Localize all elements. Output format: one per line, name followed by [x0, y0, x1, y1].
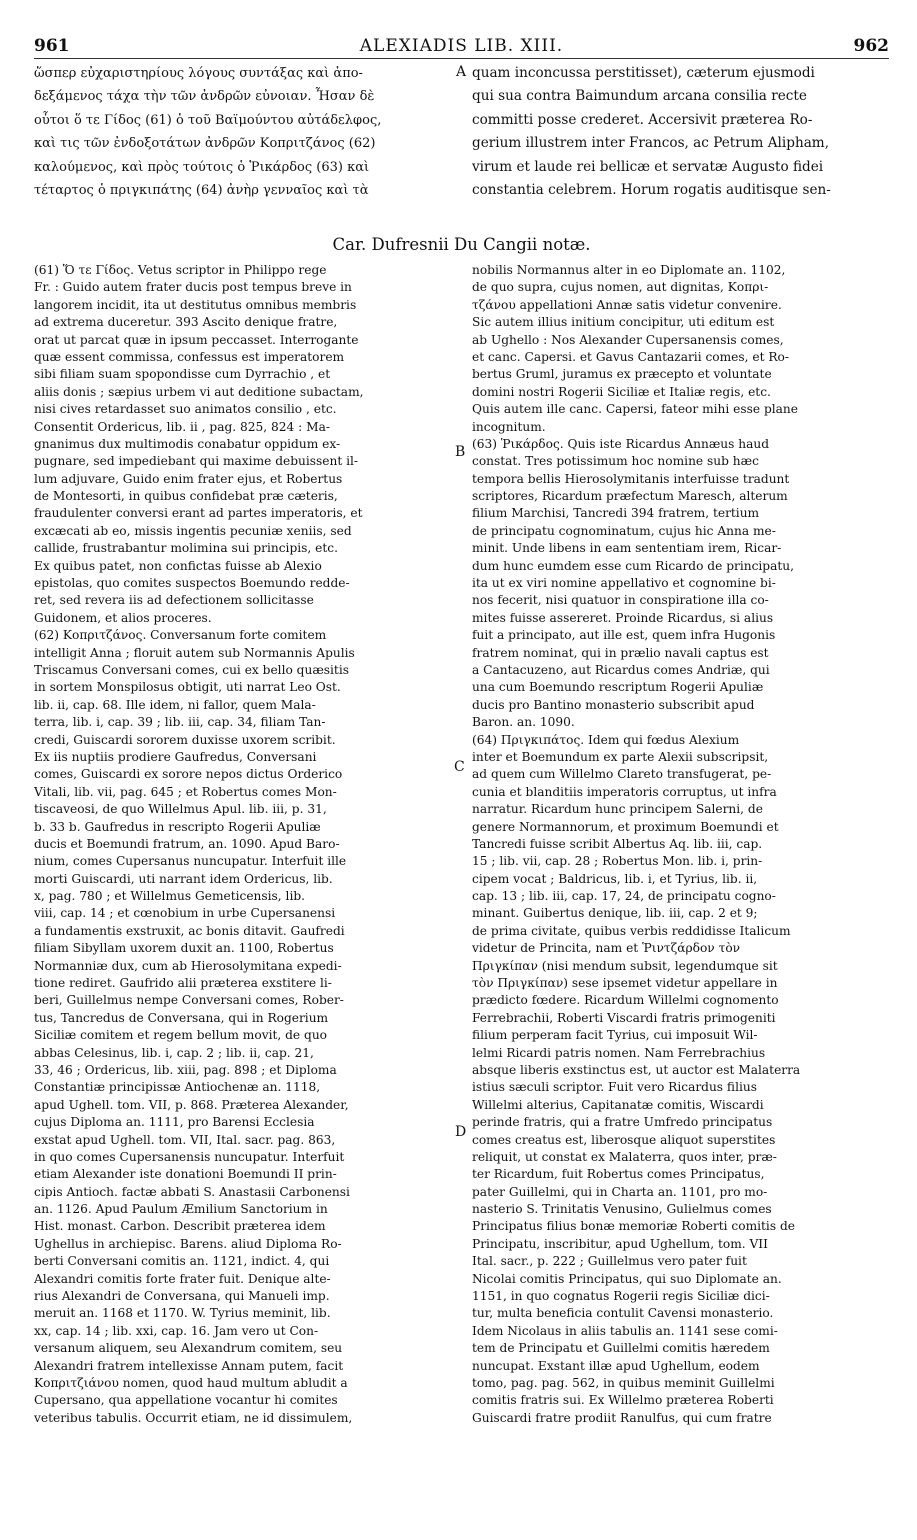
main-text	[34, 62, 884, 230]
note-line: Fr. : Guido autem frater ducis post tempus breve in	[34, 280, 352, 295]
note-line: nium, comes Cupersanus nuncupatur. Interfuit ille	[34, 854, 347, 869]
note-line: cap. 13 ; lib. iii, cap. 17, 24, de principatu cogno-	[472, 889, 776, 904]
note-line: reliquit, ut constat ex Malaterra, quos inter, præ-	[472, 1149, 777, 1164]
note-line: dum hunc eumdem esse cum Ricardo de principatu,	[472, 558, 794, 573]
latin-text-line: constantia celebrem. Horum rogatis auditisque sen-	[472, 181, 831, 198]
note-line: 15 ; lib. vii, cap. 28 ; Robertus Mon. lib. i, prin-	[472, 854, 763, 869]
note-line: Tancredi fuisse scribit Albertus Aq. lib. iii, cap.	[472, 836, 763, 851]
note-line: nos fecerit, nisi quatuor in conspiratione illa co-	[472, 593, 769, 608]
greek-text-line: δεξάμενος τάχα τὴν τῶν ἀνδρῶν εὐνοιαν. Ἦσαν δὲ	[34, 89, 375, 105]
note-line: (62) Κοπριτζάνος. Conversanum forte comitem	[34, 628, 327, 643]
note-line: versanum aliquem, seu Alexandrum comitem, seu	[34, 1341, 343, 1356]
note-line: (61) Ὅ τε Γίδος. Vetus scriptor in Philippo rege	[34, 263, 327, 277]
note-line: etiam Alexander iste donationi Boemundi II prin-	[34, 1167, 337, 1182]
note-line: comes creatus est, liberosque aliquot superstites	[472, 1132, 776, 1147]
note-line: pugnare, sed impediebant qui maxime debuissent il-	[34, 454, 359, 469]
note-line: Ferrebrachii, Roberti Viscardi fratris primogeniti	[472, 1010, 776, 1025]
note-line: comes, Guiscardi ex sorore nepos dictus Orderico	[34, 767, 343, 782]
note-line: Πριγκίπαν (nisi mendum subsit, legendumque sit	[472, 958, 778, 973]
note-line: tiscaveosi, de quo Willelmus Apul. lib. iii, p. 31,	[34, 802, 327, 817]
note-line: Cupersano, qua appellatione vocantur hi comites	[34, 1393, 338, 1408]
note-line: cunia et blanditiis imperatoris corruptus, ut infra	[472, 784, 777, 799]
note-line: ter Ricardum, fuit Robertus comes Principatus,	[472, 1167, 765, 1182]
note-line: in quo comes Cupersanensis nuncupatur. Interfuit	[34, 1149, 345, 1164]
note-line: filium perperam facit Tyrius, cui imposuit Wil-	[472, 1028, 758, 1043]
note-line: veteribus tabulis. Occurrit etiam, ne id dissimulem,	[34, 1410, 353, 1425]
note-line: Normanniæ dux, cum ab Hierosolymitana expedi-	[34, 958, 342, 973]
note-line: prædicto fœdere. Ricardum Willelmi cognomento	[472, 993, 779, 1008]
note-line: Principatus filius bonæ memoriæ Roberti comitis de	[472, 1219, 795, 1234]
note-line: cujus Diploma an. 1111, pro Barensi Ecclesia	[34, 1115, 315, 1130]
note-line: de Montesorti, in quibus confidebat præ cæteris,	[34, 489, 338, 504]
note-line: ad extrema duceretur. 393 Ascito denique fratre,	[34, 315, 338, 330]
note-line: viii, cap. 14 ; et cœnobium in urbe Cupersanensi	[34, 906, 336, 921]
note-line: ducis et Boemundi fratrum, an. 1090. Apud Baro-	[34, 836, 340, 851]
note-line: Alexandri comitis forte frater fuit. Denique alte-	[34, 1271, 331, 1286]
note-line: (63) Ῥικάρδος. Quis iste Ricardus Annæus haud	[472, 436, 770, 451]
notes-section	[34, 262, 884, 1530]
note-line: intelligit Anna ; floruit autem sub Normannis Apulis	[34, 645, 355, 660]
note-line: Nicolai comitis Principatus, qui suo Diplomate an.	[472, 1271, 782, 1286]
note-line: scriptores, Ricardum præfectum Maresch, alterum	[472, 489, 788, 504]
greek-text-line: καὶ τις τῶν ἐνδοξοτάτων ἀνδρῶν Κοπριτζάνος (62)	[34, 136, 376, 152]
note-line: an. 1126. Apud Paulum Æmilium Sanctorium in	[34, 1202, 328, 1217]
note-line: sibi filiam suam spopondisse cum Dyrrachio , et	[34, 367, 331, 382]
note-line: istius sæculi scriptor. Fuit vero Ricardus filius	[472, 1080, 757, 1095]
margin-marker-a: A	[456, 64, 467, 80]
note-line: tione rediret. Gaufrido alii præterea exstitere li-	[34, 976, 332, 991]
note-line: abbas Celesinus, lib. i, cap. 2 ; lib. ii, cap. 21,	[34, 1045, 314, 1060]
note-line: minit. Unde libens in eam sententiam irem, Ricar-	[472, 541, 782, 556]
note-line: Ughellus in archiepisc. Barens. aliud Diploma Ro-	[34, 1236, 342, 1251]
note-line: tus, Tancredus de Conversana, qui in Rogerium	[34, 1010, 329, 1025]
note-line: ducis pro Bantino monasterio subscribit apud	[472, 697, 755, 712]
note-line: narratur. Ricardum hunc principem Salerni, de	[472, 802, 763, 817]
note-line: tem de Principatu et Guillelmi comitis hæredem	[472, 1341, 770, 1356]
note-line: ad quem cum Willelmo Clareto transfugerat, pe-	[472, 767, 772, 782]
note-line: epistolas, quo comites suspectos Boemundo redde-	[34, 576, 350, 591]
note-line: rius Alexandri de Conversana, qui Manueli imp.	[34, 1289, 330, 1304]
latin-text-line: qui sua contra Baimundum arcana consilia recte	[472, 88, 807, 105]
note-line: (64) Πριγκιπάτος. Idem qui fœdus Alexium	[472, 732, 740, 747]
note-line: cipem vocat ; Baldricus, lib. i, et Tyrius, lib. ii,	[472, 871, 758, 886]
page-number-right: 962	[853, 36, 889, 56]
note-line: Principatu, inscribitur, apud Ughellum, tom. VII	[472, 1236, 768, 1251]
note-line: Idem Nicolaus in aliis tabulis an. 1141 sese comi-	[472, 1323, 778, 1338]
note-line: Vitali, lib. vii, pag. 645 ; et Robertus comes Mon-	[34, 784, 337, 799]
header-rule	[34, 58, 889, 59]
note-line: Triscamus Conversani comes, cui ex bello quæsitis	[34, 662, 349, 677]
note-line: a fundamentis exstruxit, ac bonis ditavit. Gaufredi	[34, 923, 345, 938]
note-line: Siciliæ comitem et regem bellum movit, de quo	[34, 1028, 328, 1043]
latin-text-line: committi posse crederet. Accersivit præterea Ro-	[472, 111, 813, 128]
note-line: 33, 46 ; Ordericus, lib. xiii, pag. 898 ; et Diploma	[34, 1062, 337, 1077]
note-line: quæ essent commissa, confessus est imperatorem	[34, 349, 345, 364]
latin-column	[472, 62, 884, 202]
note-line: excæcati ab eo, missis ingentis pecuniæ xeniis, sed	[34, 523, 352, 538]
note-line: fratrem nominat, qui in prælio navali captus est	[472, 645, 769, 660]
note-line: aliis donis ; sæpius urbem vi aut deditione subactam,	[34, 384, 364, 399]
note-line: incognitum.	[472, 419, 546, 434]
note-line: mites fuisse assereret. Proinde Ricardus, si alius	[472, 610, 774, 625]
margin-marker-d: D	[455, 1124, 467, 1140]
note-line: de prima civitate, quibus verbis reddidisse Italicum	[472, 923, 791, 938]
page-number-left: 961	[34, 36, 70, 56]
note-line: terra, lib. i, cap. 39 ; lib. iii, cap. 34, filiam Tan-	[34, 715, 326, 730]
greek-text-line: ὥσπερ εὐχαριστηρίους λόγους συντάξας καὶ ἀπο-	[34, 66, 363, 81]
note-line: Hist. monast. Carbon. Describit præterea idem	[34, 1219, 326, 1234]
note-line: domini nostri Rogerii Siciliæ et Italiæ regis, etc.	[472, 384, 771, 399]
note-line: Ex iis nuptiis prodiere Gaufredus, Conversani	[34, 749, 317, 764]
note-line: minant. Guibertus denique, lib. iii, cap. 2 et 9;	[472, 906, 758, 921]
note-line: tempora bellis Hierosolymitanis interfuisse tradunt	[472, 471, 790, 486]
note-line: fuit a principato, aut ille est, quem infra Hugonis	[472, 628, 776, 643]
note-line: gnanimus dux multimodis conabatur oppidum ex-	[34, 436, 341, 451]
note-line: Ital. sacr., p. 222 ; Guillelmus vero pater fuit	[472, 1254, 747, 1269]
note-line: x, pag. 780 ; et Willelmus Gemeticensis, lib.	[34, 889, 306, 904]
note-line: nasterio S. Trinitatis Venusino, Gulielmus comes	[472, 1202, 772, 1217]
note-line: orat ut parcat quæ in ipsum peccasset. Interrogante	[34, 332, 359, 347]
note-line: exstat apud Ughell. tom. VII, Ital. sacr. pag. 863,	[34, 1132, 336, 1147]
note-line: a Cantacuzeno, aut Ricardus comes Andriæ, qui	[472, 662, 770, 677]
note-line: Alexandri fratrem intellexisse Annam putem, facit	[34, 1358, 344, 1373]
latin-text-line: gerium illustrem inter Francos, ac Petrum Alipham,	[472, 135, 830, 152]
note-line: Quis autem ille canc. Capersi, fateor mihi esse plane	[472, 402, 798, 417]
note-line: Guiscardi fratre prodiit Ranulfus, qui cum fratre	[472, 1410, 772, 1425]
margin-marker-c: C	[454, 759, 465, 775]
note-line: b. 33 b. Gaufredus in rescripto Rogerii Apuliæ	[34, 819, 321, 834]
latin-text-line: quam inconcussa perstitisset), cæterum ejusmodi	[472, 65, 815, 81]
note-line: lum adjuvare, Guido enim frater ejus, et Robertus	[34, 471, 343, 486]
note-line: bertus Gruml, juramus ex præcepto et voluntate	[472, 367, 772, 382]
note-line: nisi cives retardasset suo animatos consilio , etc.	[34, 402, 337, 417]
note-line: de quo supra, cujus nomen, aut dignitas, Κοπρι-	[472, 280, 769, 295]
note-line: pater Guillelmi, qui in Charta an. 1101, pro mo-	[472, 1184, 768, 1199]
note-line: filium Marchisi, Tancredi 394 fratrem, tertium	[472, 506, 760, 521]
running-title: ALEXIADIS LIB. XIII.	[359, 36, 564, 56]
note-line: Constantiæ principissæ Antiochenæ an. 1118,	[34, 1080, 321, 1095]
note-line: τὸν Πριγκίπαν) sese ipsemet videtur appellare in	[472, 976, 778, 991]
note-line: berti Conversani comitis an. 1121, indict. 4, qui	[34, 1254, 330, 1269]
note-line: genere Normannorum, et proximum Boemundi et	[472, 819, 779, 834]
note-line: ret, sed revera iis ad defectionem sollicitasse	[34, 593, 314, 608]
note-line: de principatu cognominatum, cujus hic Anna me-	[472, 523, 776, 538]
note-line: xx, cap. 14 ; lib. xxi, cap. 16. Jam vero ut Con-	[34, 1323, 319, 1338]
note-line: apud Ughell. tom. VII, p. 868. Præterea Alexander,	[34, 1097, 349, 1112]
note-line: meruit an. 1168 et 1170. W. Tyrius meminit, lib.	[34, 1306, 331, 1321]
note-line: fraudulenter conversi erant ad partes imperatoris, et	[34, 506, 363, 521]
margin-marker-b: B	[455, 444, 466, 460]
note-line: credi, Guiscardi sororem duxisse uxorem scribit.	[34, 732, 336, 747]
note-line: ab Ughello : Nos Alexander Cupersanensis comes,	[472, 332, 784, 347]
note-line: tomo, pag. pag. 562, in quibus meminit Guillelmi	[472, 1376, 775, 1390]
note-line: nobilis Normannus alter in eo Diplomate an. 1102,	[472, 263, 786, 277]
note-line: langorem incidit, ita ut destitutus omnibus membris	[34, 297, 357, 312]
greek-text-line: οὗτοι ὅ τε Γίδος (61) ὁ τοῦ Βαϊμούντου αὐτάδελφος,	[34, 112, 382, 128]
note-line: cipis Antioch. factæ abbati S. Anastasii Carbonensi	[34, 1184, 350, 1199]
note-line: Consentit Ordericus, lib. ii , pag. 825, 824 : Ma-	[34, 419, 330, 434]
note-line: τζάνου appellationi Annæ satis videtur convenire.	[472, 297, 782, 312]
note-line: lelmi Ricardi patris nomen. Nam Ferrebrachius	[472, 1045, 766, 1060]
note-line: beri, Guillelmus nempe Conversani comes, Rober-	[34, 993, 344, 1008]
note-line: callide, frustrabantur molimina sui principis, etc.	[34, 541, 338, 556]
note-line: Guidonem, et alios proceres.	[34, 610, 212, 625]
note-line: videtur de Princita, nam et Ῥιντζάρδον τὸν	[472, 941, 741, 956]
note-line: Κοπριτζιάνου nomen, quod haud multum abludit a	[34, 1376, 348, 1390]
note-line: ita ut ex viri nomine appellativo et cognomine bi-	[472, 576, 776, 591]
note-line: 1151, in quo cognatus Rogerii regis Siciliæ dici-	[472, 1289, 770, 1304]
note-line: comitis fratris sui. Ex Willelmo præterea Roberti	[472, 1393, 774, 1408]
note-line: in sortem Monspilosus obtigit, uti narrat Leo Ost.	[34, 680, 341, 695]
note-line: una cum Boemundo rescriptum Rogerii Apuliæ	[472, 680, 764, 695]
note-line: constat. Tres potissimum hoc nomine sub hæc	[472, 454, 759, 469]
note-line: morti Guiscardi, uti narrant idem Ordericus, lib.	[34, 871, 333, 886]
notes-left-column	[34, 262, 454, 1427]
note-line: inter et Boemundum ex parte Alexii subscripsit,	[472, 749, 769, 764]
note-line: absque liberis exstinctus est, ut auctor est Malaterra	[472, 1062, 801, 1077]
latin-text-line: virum et laude rei bellicæ et servatæ Augusto fidei	[472, 158, 824, 175]
greek-column	[34, 62, 462, 202]
notes-right-column	[472, 262, 886, 1427]
note-line: Willelmi alterius, Capitanatæ comitis, Wiscardi	[472, 1097, 764, 1112]
note-line: et canc. Capersi. et Gavus Cantazarii comes, et Ro-	[472, 349, 790, 364]
note-line: nuncupat. Exstant illæ apud Ughellum, eodem	[472, 1358, 760, 1373]
note-line: perinde fratris, qui a fratre Umfredo principatus	[472, 1115, 773, 1130]
note-line: tur, multa beneficia contulit Cavensi monasterio.	[472, 1306, 774, 1321]
note-line: Sic autem illius initium concipitur, uti editum est	[472, 315, 775, 330]
note-line: Ex quibus patet, non confictas fuisse ab Alexio	[34, 558, 322, 573]
notes-caption: Car. Dufresnii Du Cangii notæ.	[332, 235, 591, 254]
greek-text-line: καλούμενος, καὶ πρὸς τούτοις ὁ Ῥικάρδος (63) καὶ	[34, 159, 370, 175]
note-line: lib. ii, cap. 68. Ille idem, ni fallor, quem Mala-	[34, 697, 316, 712]
note-line: Baron. an. 1090.	[472, 715, 575, 730]
greek-text-line: τέταρτος ὁ πριγκιπάτης (64) ἀνὴρ γενναῖος καὶ τὰ	[34, 182, 369, 198]
note-line: filiam Sibyllam uxorem duxit an. 1100, Robertus	[34, 941, 334, 956]
